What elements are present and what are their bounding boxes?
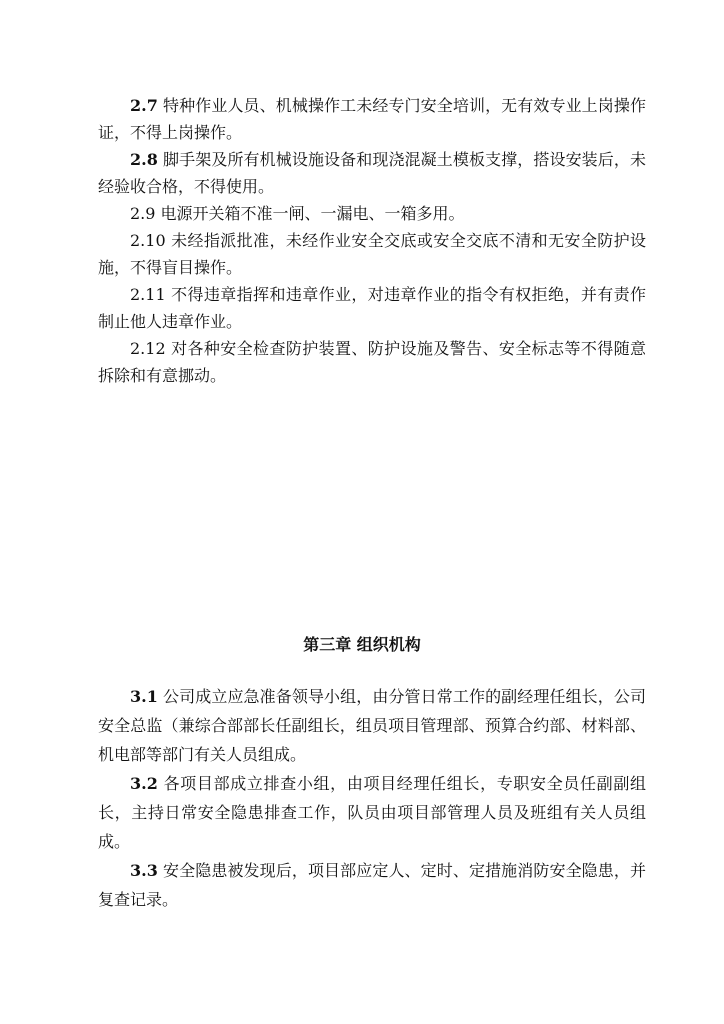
clause-2-11 [98, 281, 646, 335]
clause-number: 3.2 [130, 774, 158, 793]
clause-2-10 [98, 227, 646, 281]
clause-number: 2.7 [130, 96, 158, 115]
clause-3-3 [98, 856, 646, 914]
clause-number: 2.12 [130, 339, 166, 358]
clause-text: 各项目部成立排查小组，由项目经理任组长，专职安全员任副副组长，主持日常安全隐患排查工作，队员由项目部管理人员及班组有关人员组成。 [98, 774, 646, 851]
clause-text: 电源开关箱不准一闸、一漏电、一箱多用。 [160, 204, 465, 223]
clause-text: 未经指派批准，未经作业安全交底或安全交底不清和无安全防护设施，不得盲目操作。 [98, 231, 646, 277]
clause-number: 2.8 [130, 150, 158, 169]
clause-2-7 [98, 92, 646, 146]
clause-2-9 [98, 200, 646, 227]
clause-number: 2.9 [130, 204, 156, 223]
clause-text: 不得违章指挥和违章作业，对违章作业的指令有权拒绝，并有责作制止他人违章作业。 [98, 285, 646, 331]
clause-text: 对各种安全检查防护装置、防护设施及警告、安全标志等不得随意拆除和有意挪动。 [98, 339, 646, 385]
clause-3-1 [98, 682, 646, 769]
clause-number: 2.10 [130, 231, 166, 250]
chapter-title: 第三章 组织机构 [303, 635, 421, 654]
clause-2-12 [98, 335, 646, 389]
clause-text: 特种作业人员、机械操作工未经专门安全培训，无有效专业上岗操作证，不得上岗操作。 [98, 96, 646, 142]
section-2-clauses [98, 92, 646, 389]
clause-number: 2.11 [130, 285, 166, 304]
clause-2-8 [98, 146, 646, 200]
clause-number: 3.1 [130, 687, 158, 706]
clause-text: 安全隐患被发现后，项目部应定人、定时、定措施消防安全隐患，并复查记录。 [98, 861, 646, 909]
clause-3-2 [98, 769, 646, 856]
section-3-clauses [98, 682, 646, 914]
clause-number: 3.3 [130, 861, 158, 880]
clause-text: 公司成立应急准备领导小组，由分管日常工作的副经理任组长，公司安全总监（兼综合部部长任副组长，组员项目管理部、预算合约部、材料部、机电部等部门有关人员组成。 [98, 687, 646, 764]
clause-text: 脚手架及所有机械设施设备和现浇混凝土模板支撑，搭设安装后，未经验收合格，不得使用。 [98, 150, 646, 196]
